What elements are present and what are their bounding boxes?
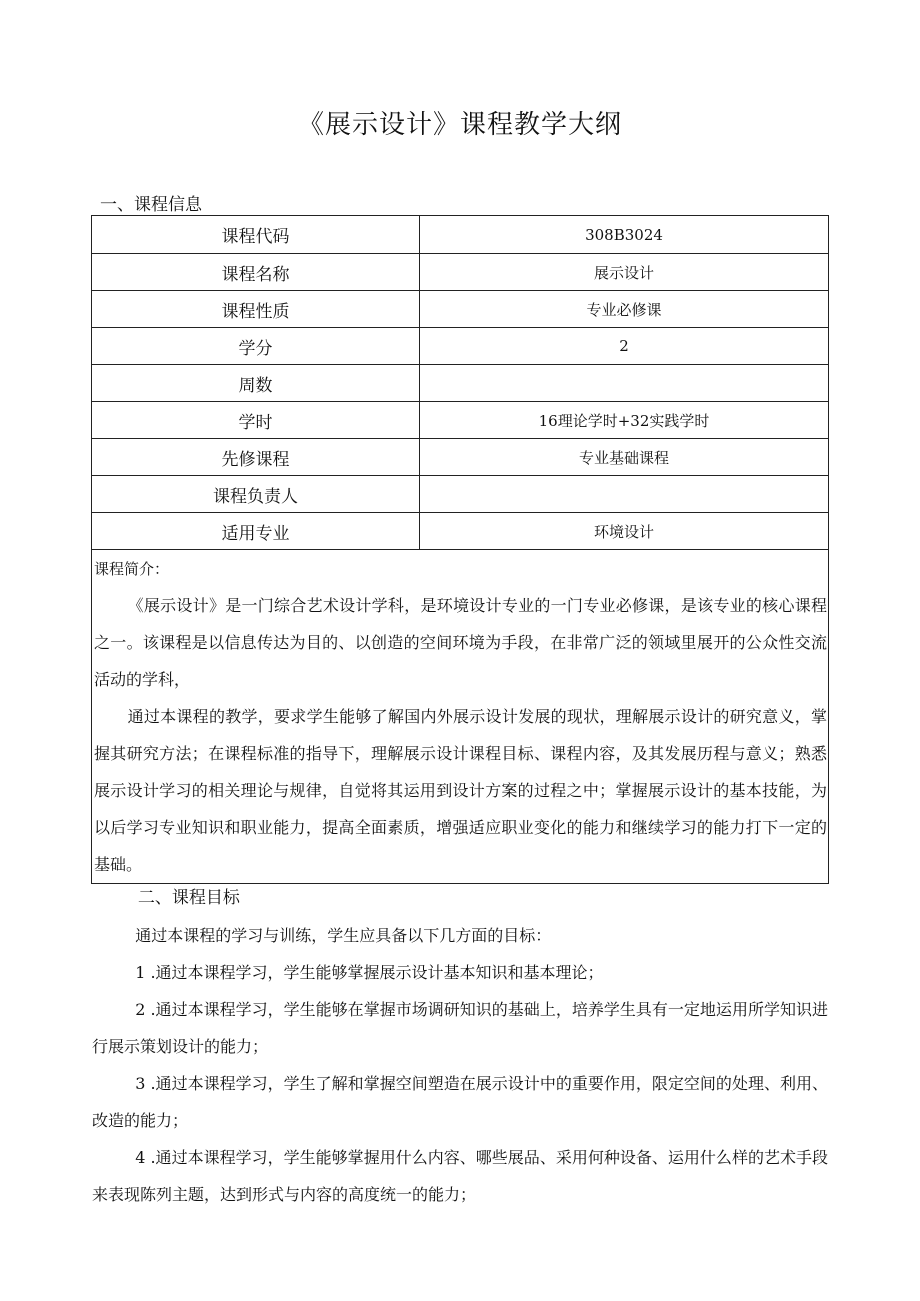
table-row xyxy=(92,476,829,513)
goal-item: 2 .通过本课程学习，学生能够在掌握市场调研知识的基础上，培养学生具有一定地运用所学知识进行展示策划设计的能力； xyxy=(92,1000,828,1056)
course-name-label: 课程名称 xyxy=(92,254,420,291)
course-goals-section xyxy=(92,880,828,1213)
course-leader-label: 课程负责人 xyxy=(92,476,420,513)
course-intro-paragraph: 《展示设计》是一门综合艺术设计学科，是环境设计专业的一门专业必修课，是该专业的核心课程之一。该课程是以信息传达为目的、以创造的空间环境为手段，在非常广泛的领域里展开的公众性交流活动的学科， xyxy=(94,596,827,689)
course-info-table xyxy=(91,215,829,884)
goal-item: 4 .通过本课程学习，学生能够掌握用什么内容、哪些展品、采用何种设备、运用什么样的艺术手段来表现陈列主题，达到形式与内容的高度统一的能力； xyxy=(92,1148,828,1204)
prerequisite-label: 先修课程 xyxy=(92,439,420,476)
hours-label: 学时 xyxy=(92,402,420,439)
weeks-value xyxy=(420,365,829,402)
section-1-heading: 一、课程信息 xyxy=(100,195,202,215)
prerequisite-value: 专业基础课程 xyxy=(420,439,829,476)
credits-value: 2 xyxy=(420,328,829,365)
course-intro-label: 课程简介： xyxy=(94,560,170,578)
applicable-major-label: 适用专业 xyxy=(92,513,420,550)
table-row xyxy=(92,254,829,291)
table-row xyxy=(92,402,829,439)
goal-item: 3 .通过本课程学习，学生了解和掌握空间塑造在展示设计中的重要作用，限定空间的处理、利用、改造的能力； xyxy=(92,1074,828,1130)
course-nature-value: 专业必修课 xyxy=(420,291,829,328)
weeks-label: 周数 xyxy=(92,365,420,402)
credits-label: 学分 xyxy=(92,328,420,365)
goals-intro: 通过本课程的学习与训练，学生应具备以下几方面的目标： xyxy=(135,926,552,945)
applicable-major-value: 环境设计 xyxy=(420,513,829,550)
course-code-value: 308B3024 xyxy=(420,216,829,254)
table-row xyxy=(92,513,829,550)
table-row xyxy=(92,291,829,328)
course-leader-value xyxy=(420,476,829,513)
table-row xyxy=(92,328,829,365)
course-nature-label: 课程性质 xyxy=(92,291,420,328)
section-2-heading: 二、课程目标 xyxy=(137,888,240,908)
table-row xyxy=(92,550,829,884)
table-row xyxy=(92,439,829,476)
course-intro-cell xyxy=(92,550,829,884)
document-title: 《展示设计》课程教学大纲 xyxy=(297,110,622,140)
course-code-label: 课程代码 xyxy=(92,216,420,254)
table-row xyxy=(92,365,829,402)
course-name-value: 展示设计 xyxy=(420,254,829,291)
table-row xyxy=(92,216,829,254)
goal-item: 1 .通过本课程学习，学生能够掌握展示设计基本知识和基本理论； xyxy=(135,963,604,982)
course-intro-paragraph: 通过本课程的教学，要求学生能够了解国内外展示设计发展的现状，理解展示设计的研究意义，掌握其研究方法；在课程标准的指导下，理解展示设计课程目标、课程内容，及其发展历程与意义；熟悉展示设计学习的相关理论与规律，自觉将其运用到设计方案的过程之中；掌握展示设计的基本技能，为以后学习专业知识和职业能力，提高全面素质，增强适应职业变化的能力和继续学习的能力打下一定的基础。 xyxy=(94,707,827,874)
hours-value: 16理论学时+32实践学时 xyxy=(420,402,829,439)
